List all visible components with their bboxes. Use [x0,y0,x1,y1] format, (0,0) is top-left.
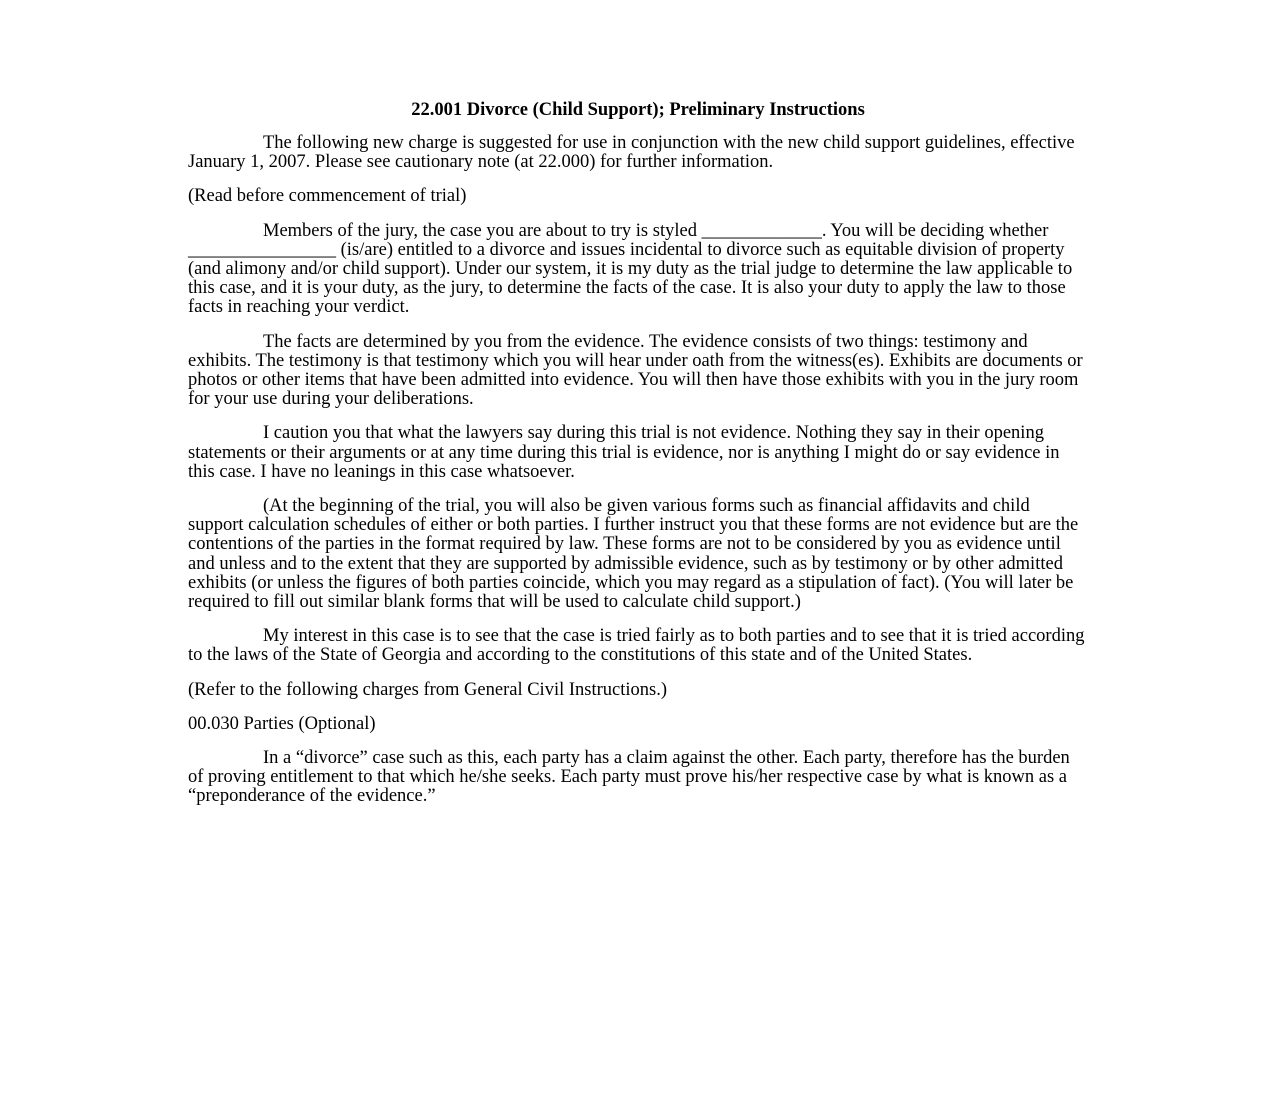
paragraph-read-before-trial: (Read before commencement of trial) [188,186,467,207]
document-title: 22.001 Divorce (Child Support); Preliminary Instructions [411,100,865,120]
document-page [188,99,1088,822]
paragraph-intro-note: The following new charge is suggested for use in conjunction with the new child support guidelines, effective January 1, 2007. Please see cautionary note (at 22.000) for further information. [188,133,1075,173]
section-heading-parties: 00.030 Parties (Optional) [188,713,376,734]
paragraph-lawyers-caution: I caution you that what the lawyers say during this trial is not evidence. Nothing they say in their opening statements or their arguments or at any time during this trial is evidence, nor is anything I might do or say evidence in this case. I have no leanings in this case whatsoever. [188,423,1060,482]
paragraph-case-styled: Members of the jury, the case you are about to try is styled _____________. You will be deciding whether ________________ (is/are) entitled to a divorce and issues incidental to divorce such as equitable division of property (and alimony and/or child support). Under our system, it is my duty as the trial judge to determine the law applicable to this case, and it is your duty, as the jury, to determine the facts of the case. It is also your duty to apply the law to those facts in reaching your verdict. [188,220,1073,318]
paragraph-parties: In a “divorce” case such as this, each party has a claim against the other. Each party, therefore has the burden of proving entitlement to that which he/she seeks. Each party must prove his/her respective case by what is known as a “preponderance of the evidence.” [188,748,1070,807]
paragraph-evidence: The facts are determined by you from the evidence. The evidence consists of two things: testimony and exhibits. The testimony is that testimony which you will hear under oath from the witness(es). Exhibits are documents or photos or other items that have been admitted into evidence. You will then have those exhibits with you in the jury room for your use during your deliberations. [188,331,1083,410]
paragraph-interest: My interest in this case is to see that the case is tried fairly as to both parties and to see that it is tried according to the laws of the State of Georgia and according to the constitutions of this state and of the United States. [188,626,1085,666]
paragraph-refer-charges: (Refer to the following charges from General Civil Instructions.) [188,679,667,700]
paragraph-forms: (At the beginning of the trial, you will also be given various forms such as financial affidavits and child support calculation schedules of either or both parties. I further instruct you that these forms are not evidence but are the contentions of the parties in the format required by law. These forms are not to be considered by you as evidence until and unless and to the extent that they are supported by admissible evidence, such as by testimony or by other admitted exhibits (or unless the figures of both parties coincide, which you may regard as a stipulation of fact). (You will later be required to fill out similar blank forms that will be used to calculate child support.) [188,496,1079,613]
